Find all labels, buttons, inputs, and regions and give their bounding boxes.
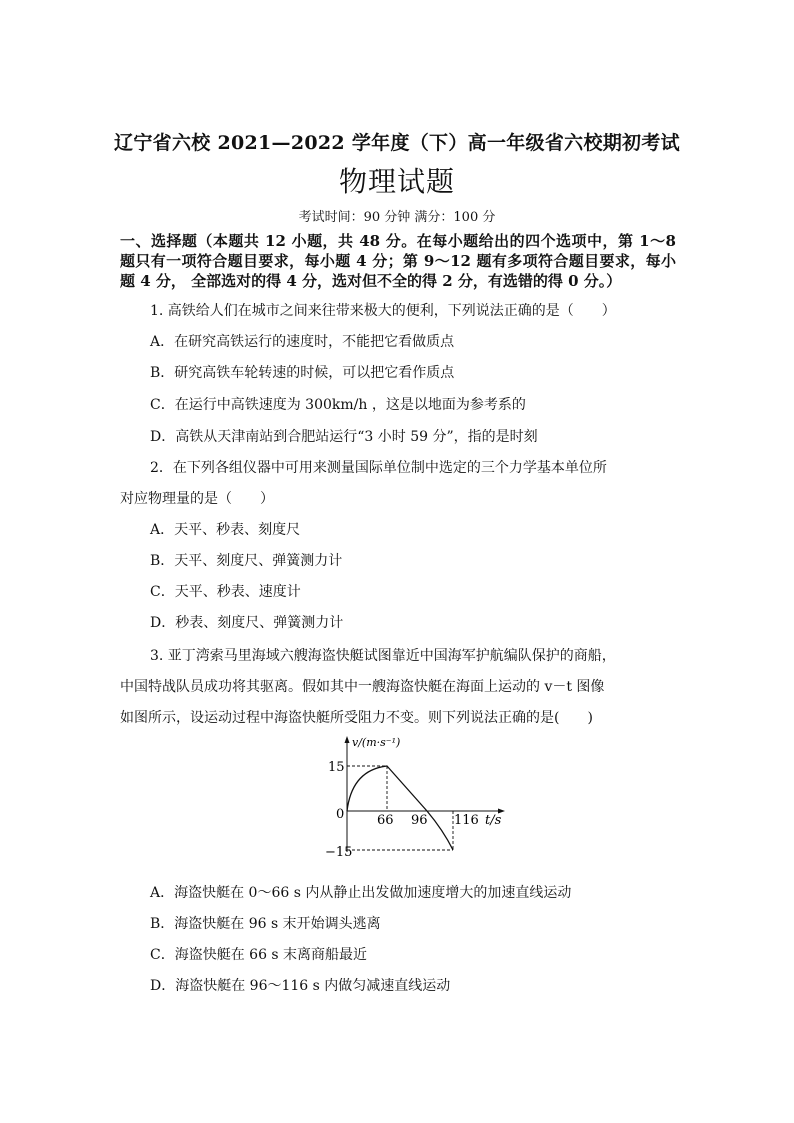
section-heading: 一、选择题（本题共 12 小题，共 48 分。在每小题给出的四个选项中，第 1～8 题只有一项符合题目要求，每小题 4 分；第 9～12 题有多项符合题目要求，每小题 4 分， 全部选对的得 4 分，选对但不全的得 2 分，有选错的得 0 分。） [120, 232, 676, 290]
question-3-stem: 3. 亚丁湾索马里海域六艘海盗快艇试图靠近中国海军护航编队保护的商船， [150, 648, 616, 664]
exam-header-title: 辽宁省六校 2021—2022 学年度（下）高一年级省六校期初考试 [114, 132, 680, 154]
velocity-time-graph [325, 730, 515, 860]
tick-label-66: 66 [377, 813, 394, 828]
tick-label-0: 0 [336, 807, 345, 822]
question-3-option-b: B．海盗快艇在 96 s 末开始调头逃离 [150, 916, 381, 932]
question-2-stem: 2．在下列各组仪器中可用来测量国际单位制中选定的三个力学基本单位所 [150, 460, 607, 476]
question-3-stem-cont-1: 中国特战队员成功将其驱离。假如其中一艘海盗快艇在海面上运动的 v－t 图像 [120, 679, 605, 695]
question-3-option-d: D．海盗快艇在 96～116 s 内做匀减速直线运动 [150, 978, 451, 994]
question-1-option-b: B．研究高铁车轮转速的时候，可以把它看作质点 [150, 365, 455, 381]
y-axis-label: v/(m·s⁻¹) [352, 736, 401, 749]
question-3-option-a: A．海盗快艇在 0～66 s 内从静止出发做加速度增大的加速直线运动 [150, 885, 572, 901]
question-2-option-d: D．秒表、刻度尺、弹簧测力计 [150, 615, 344, 631]
question-3-stem-cont-2: 如图所示，设运动过程中海盗快艇所受阻力不变。则下列说法正确的是( ) [120, 710, 593, 726]
question-2-option-c: C．天平、秒表、速度计 [150, 584, 301, 600]
question-1-option-a: A．在研究高铁运行的速度时，不能把它看做质点 [150, 334, 455, 350]
question-1-option-c: C．在运行中高铁速度为 300km/h ，这是以地面为参考系的 [150, 397, 526, 413]
question-3-option-c: C．海盗快艇在 66 s 末离商船最近 [150, 947, 368, 963]
x-axis-label: t/s [485, 813, 502, 828]
y-axis-arrow [345, 736, 350, 743]
question-2-stem-cont: 对应物理量的是（ ） [120, 491, 274, 507]
question-2-option-b: B．天平、刻度尺、弹簧测力计 [150, 553, 343, 569]
tick-label-neg15: −15 [325, 845, 353, 860]
velocity-curve [347, 766, 453, 850]
exam-info: 考试时间：90 分钟 满分：100 分 [298, 210, 496, 225]
subject-title: 物理试题 [338, 165, 455, 198]
tick-label-15: 15 [328, 760, 345, 775]
tick-label-96: 96 [411, 813, 428, 828]
tick-label-116: 116 [454, 813, 479, 828]
question-1-option-d: D．高铁从天津南站到合肥站运行“3 小时 59 分”，指的是时刻 [150, 429, 538, 445]
question-2-option-a: A．天平、秒表、刻度尺 [150, 522, 301, 538]
question-1-stem: 1. 高铁给人们在城市之间来往带来极大的便利，下列说法正确的是（ ） [150, 303, 616, 319]
